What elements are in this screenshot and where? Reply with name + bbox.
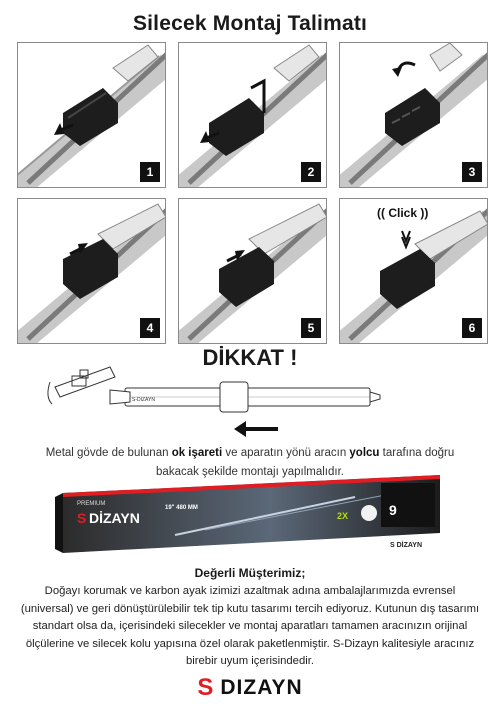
passenger-side-emphasis: yolcu (349, 447, 380, 459)
step-number-badge: 1 (140, 162, 160, 182)
direction-arrow-icon (234, 421, 246, 437)
step-number-badge: 4 (140, 318, 160, 338)
footer-brand-logo (0, 674, 500, 702)
package-premium-label: PREMIUM (77, 501, 106, 507)
step-number-badge: 5 (301, 318, 321, 338)
mounting-note: Metal gövde de bulunan ok işareti ve aparatın yönü aracın yolcu tarafına doğru bakacak şekilde montajı yapılmalıdır. (45, 447, 455, 478)
brand-logo-name: DIZAYN (220, 676, 303, 699)
page-title: Silecek Montaj Talimatı (132, 12, 368, 35)
step-panel-6 (339, 198, 488, 344)
quality-badge-icon (361, 505, 377, 521)
step-panel-2 (178, 42, 327, 188)
package-brand-name: DİZAYN (89, 510, 140, 526)
brand-logo-letter: S (197, 674, 215, 701)
step-panel-3 (339, 42, 488, 188)
package-size-label: 19" 480 MM (165, 505, 198, 511)
package-2x-badge: 2X (337, 511, 349, 521)
package-brand-letter: S (77, 510, 87, 526)
step-number-badge: 6 (462, 318, 482, 338)
warning-title: DİKKAT ! (202, 345, 298, 370)
customer-notice-body: Doğayı korumak ve karbon ayak izimizi azaltmak adına ambalajlarımızda evrensel (universal) ve geri dönüştürülebilir tek tip kutu tasarımı tercih ediyoruz. Kutunun dış tasarımı standart olsa da, içerisindeki silecekler ve montaj aparatları tamamen aracınızın orijinal ölçülerine ve silecek kolu yapısına özel olarak paketlenmiştir. S-Dizayn kalitesiyle aracınız birebir uyum içerisindedir. (20, 585, 480, 667)
package-side-brand: S DİZAYN (390, 542, 423, 549)
instruction-steps-grid (17, 42, 488, 342)
step-panel-4 (17, 198, 166, 344)
blade-mark-label: S-DIZAYN (132, 397, 155, 403)
click-label: (( Click )) (377, 206, 429, 220)
step-number-badge: 2 (301, 162, 321, 182)
package-number: 9 (389, 502, 397, 518)
arrow-mark-emphasis: ok işareti (171, 447, 223, 459)
step-panel-5 (178, 198, 327, 344)
product-package-image (55, 475, 445, 555)
mounting-direction-diagram (40, 362, 460, 442)
step-number-badge: 3 (462, 162, 482, 182)
step-panel-1 (17, 42, 166, 188)
customer-notice-title: Değerli Müşterimiz; (194, 566, 306, 580)
